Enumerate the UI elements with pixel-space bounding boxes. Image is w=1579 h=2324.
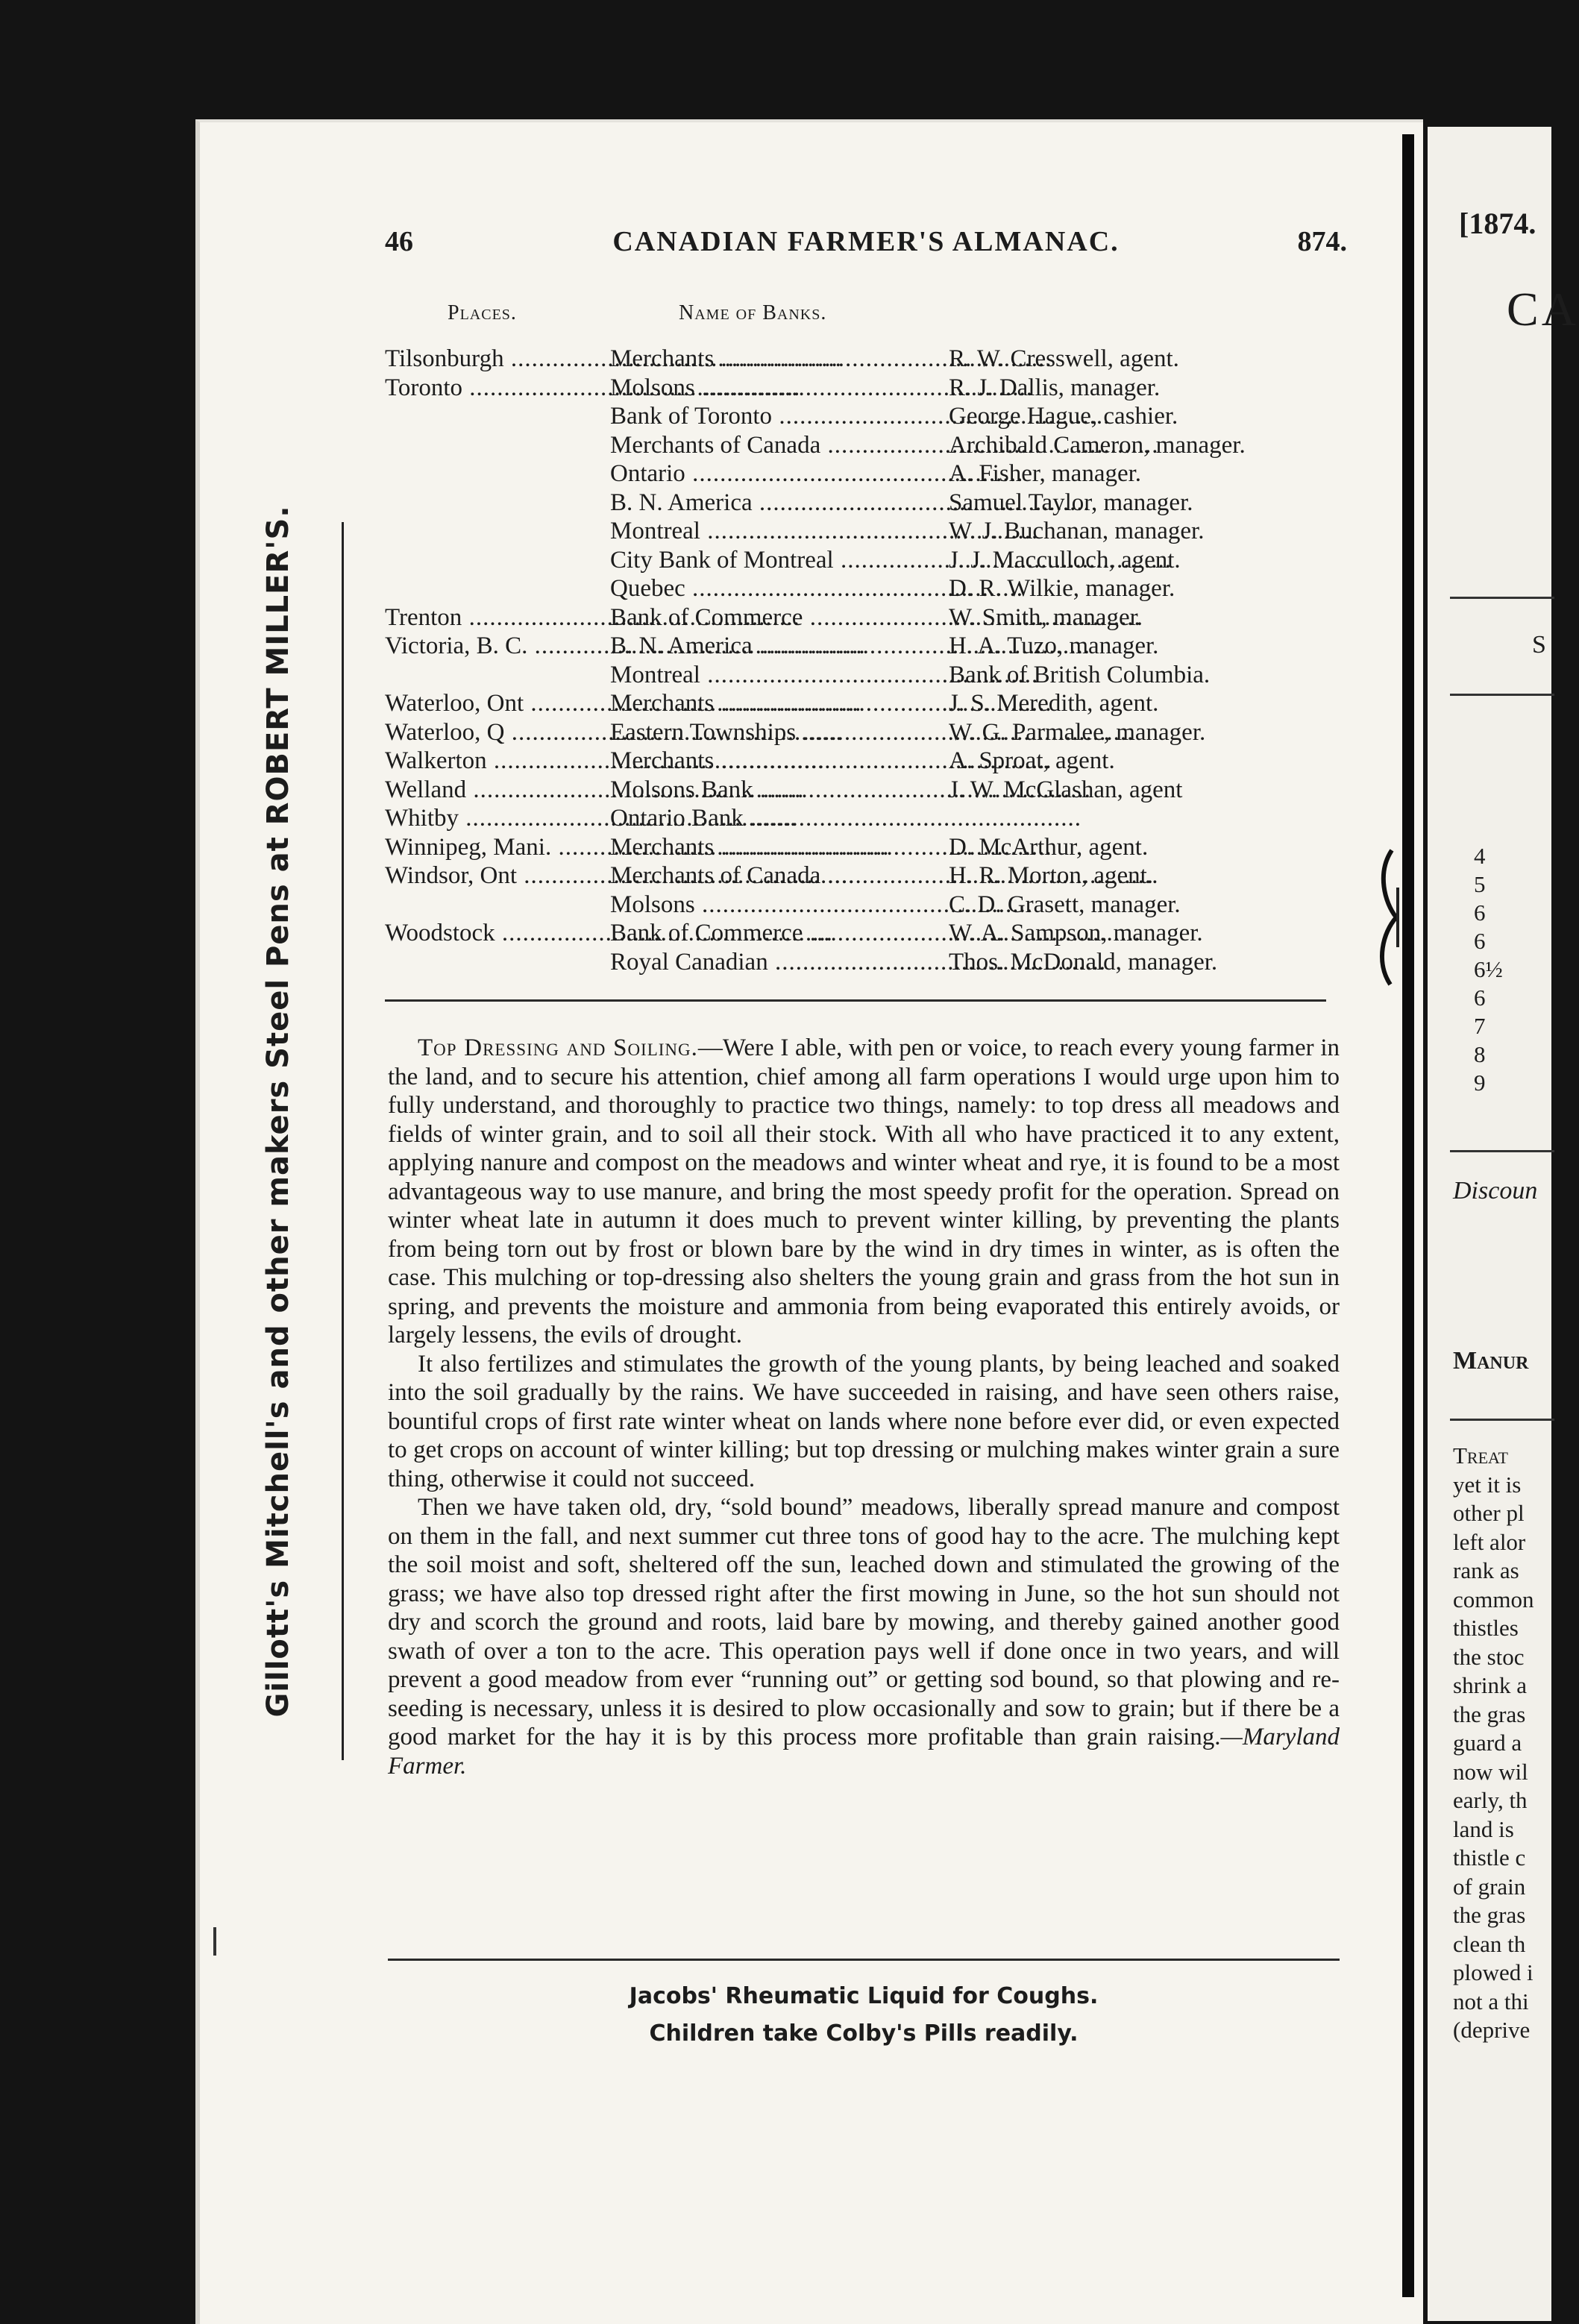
article-lead: Top Dressing and Soiling. xyxy=(418,1034,698,1061)
officer-cell xyxy=(949,747,1115,776)
bank-name-cell-text: Montreal ..... xyxy=(610,662,1038,688)
facing-text-line: clean th xyxy=(1453,1930,1526,1957)
officer-cell-text: Bank of British Columbia. xyxy=(949,661,1211,688)
footer-rule xyxy=(388,1959,1340,1961)
page-number: 46 xyxy=(385,226,413,257)
bank-row xyxy=(385,689,1347,718)
facing-text-line: early, th xyxy=(1453,1787,1528,1813)
facing-text-line: shrink a xyxy=(1453,1672,1528,1698)
place-cell-text: Toronto ..... xyxy=(385,374,800,401)
place-cell xyxy=(385,833,609,862)
column-header-banks: Name of Banks. xyxy=(679,301,827,324)
bank-name-cell xyxy=(610,459,946,489)
bank-row xyxy=(385,517,1347,546)
officer-cell xyxy=(949,402,1178,431)
book-gutter xyxy=(1402,134,1414,2297)
place-cell-text: Waterloo, Ont ..... xyxy=(385,690,861,717)
bank-name-cell xyxy=(610,517,946,546)
bank-name-cell-text: Merchants of Canada ..... xyxy=(610,862,1158,889)
bank-name-cell xyxy=(610,632,946,661)
bank-row xyxy=(385,919,1347,948)
place-cell xyxy=(385,632,609,661)
bank-name-cell-text: Montreal ..... xyxy=(610,518,1038,544)
page-header xyxy=(385,225,1347,270)
officer-cell xyxy=(949,718,1205,747)
officer-cell xyxy=(949,833,1148,862)
bank-row xyxy=(385,546,1347,575)
bank-name-cell-text: Bank of Commerce ..... xyxy=(610,920,1141,946)
bank-row xyxy=(385,861,1347,891)
facing-text-line: the gras xyxy=(1453,1700,1526,1727)
bank-row xyxy=(385,345,1347,374)
officer-cell xyxy=(949,632,1158,661)
article-paragraph-text: —Were I able, with pen or voice, to reach every young farmer in the land, and to secure his attention, chief among all farm operations I would urge upon him to fully understand, and thoroughly to practice two things, namely: to top dress all meadows and fields of winter grain, and to soil all their stock. With all who have practiced it to any extent, applying nanure and compost on the meadows and winter wheat and rye, it is found to be a most advantageous way to use manure, and bring the most speedy profit for the operation. Spread on winter wheat late in autumn it does much to prevent winter killing, by preventing the plants from being torn out by frost or blown bare by the wind in dry times in winter, as is often the case. This mulching or top-dressing also shelters the young grain and grass from the hot sun in spring, and prevents the moisture and ammonia from being evaporated this entirely avoids, or largely lessens, the evils of drought. xyxy=(388,1034,1340,1348)
bank-name-cell-text: Molsons ..... xyxy=(610,374,1033,401)
bank-name-cell-text: Quebec ..... xyxy=(610,575,1023,602)
bank-row xyxy=(385,833,1347,862)
side-ad-rule xyxy=(342,522,344,1760)
officer-cell xyxy=(949,861,1153,891)
officer-cell-text: Archibald Cameron, manager. xyxy=(949,431,1246,459)
officer-cell xyxy=(949,689,1158,718)
place-cell xyxy=(385,747,609,776)
bank-name-cell xyxy=(610,374,946,403)
bank-name-cell-text: Eastern Townships ..... xyxy=(610,719,1134,746)
facing-rule xyxy=(1450,694,1554,696)
officer-cell-text: George Hague, cashier. xyxy=(949,403,1178,430)
officer-cell xyxy=(949,948,1217,977)
bank-name-cell-text: B. N. America ..... xyxy=(610,489,1090,516)
bank-name-cell-text: B. N. America ..... xyxy=(610,632,1090,659)
officer-cell xyxy=(949,431,1246,460)
bank-name-cell xyxy=(610,431,946,460)
facing-text-line: the gras xyxy=(1453,1902,1526,1928)
bank-name-cell xyxy=(610,804,946,833)
bank-row xyxy=(385,747,1347,776)
officer-cell-text: W. Smith, manager. xyxy=(949,603,1143,631)
facing-number: 6 xyxy=(1474,899,1486,926)
facing-text-line: common xyxy=(1453,1586,1534,1612)
article xyxy=(388,1034,1340,1780)
facing-text-line: left alor xyxy=(1453,1528,1526,1555)
place-cell-text: Windsor, Ont ..... xyxy=(385,862,855,889)
officer-cell xyxy=(949,546,1181,575)
officer-cell-text: J. W. McGlashan, agent xyxy=(949,776,1183,803)
place-cell-text: Tilsonburgh ..... xyxy=(385,345,842,372)
facing-number: 9 xyxy=(1474,1070,1486,1096)
officer-cell xyxy=(949,661,1210,690)
officer-cell-text: R. J. Dallis, manager. xyxy=(949,374,1161,401)
bank-name-cell xyxy=(610,345,946,374)
bank-name-cell xyxy=(610,689,946,718)
bank-name-cell-text: Bank of Toronto ..... xyxy=(610,403,1110,430)
place-cell-text: Walkerton ..... xyxy=(385,747,825,774)
bank-row xyxy=(385,459,1347,489)
bank-row xyxy=(385,948,1347,977)
place-cell xyxy=(385,374,609,403)
facing-number: 8 xyxy=(1474,1041,1486,1067)
facing-discount: Discoun xyxy=(1453,1177,1538,1205)
place-cell xyxy=(385,776,609,805)
footer-ad-line: Children take Colby's Pills readily. xyxy=(649,2020,1079,2047)
bank-name-cell-text: Ontario ..... xyxy=(610,460,1023,487)
facing-text-line: other pl xyxy=(1453,1500,1525,1526)
bank-row xyxy=(385,804,1347,833)
column-header-places: Places. xyxy=(448,301,517,324)
bank-row xyxy=(385,632,1347,661)
margin-mark xyxy=(213,1927,216,1956)
article-paragraph: It also fertilizes and stimulates the growth of the young plants, by being leached and soaked into the soil gradually by the rains. We have succeeded in raising, and have seen others raise, bountiful crops of first rate winter wheat on lands where none before ever did, or even expected to get crops on account of winter killing; but top dressing or mulching makes winter grain a sure thing, otherwise it could not succeed. xyxy=(388,1350,1340,1492)
bank-name-cell-text: Royal Canadian ..... xyxy=(610,949,1106,976)
facing-number: 5 xyxy=(1474,871,1486,897)
bank-name-cell-text: Bank of Commerce ..... xyxy=(610,604,1141,631)
officer-cell-text: A. Fisher, manager. xyxy=(949,460,1142,487)
bank-row xyxy=(385,489,1347,518)
place-cell-text: Woodstock ..... xyxy=(385,920,833,946)
facing-number: 6½ xyxy=(1474,956,1503,982)
bank-name-cell-text: Merchants ..... xyxy=(610,834,1052,861)
place-cell xyxy=(385,861,609,891)
bank-name-cell xyxy=(610,747,946,776)
place-cell xyxy=(385,603,609,632)
facing-rule xyxy=(1450,1150,1554,1152)
place-cell-text: Whitby ..... xyxy=(385,805,797,832)
facing-text-line: now wil xyxy=(1453,1758,1528,1785)
facing-page-title: CA xyxy=(1507,283,1579,336)
facing-text-line: land is xyxy=(1453,1815,1514,1842)
facing-text-line: yet it is xyxy=(1453,1471,1522,1498)
header-year: 874. xyxy=(1297,226,1347,257)
bank-row xyxy=(385,661,1347,690)
officer-cell-text: W. A. Sampson, manager. xyxy=(949,920,1203,946)
officer-cell-text: J. J. Macculloch, agent. xyxy=(949,546,1181,574)
bank-row xyxy=(385,718,1347,747)
officer-cell-text: R. W. Cresswell, agent. xyxy=(949,345,1179,372)
facing-page-year: [1874. xyxy=(1459,207,1536,240)
place-cell xyxy=(385,689,609,718)
bank-row xyxy=(385,374,1347,403)
officer-cell-text: H. A. Tuzo, manager. xyxy=(949,632,1159,659)
officer-cell xyxy=(949,345,1179,374)
bank-name-cell-text: Merchants ..... xyxy=(610,747,1052,774)
bank-name-cell xyxy=(610,603,946,632)
bank-name-cell xyxy=(610,574,946,603)
place-cell-text: Waterloo, Q ..... xyxy=(385,719,843,746)
bank-row xyxy=(385,402,1347,431)
bank-name-cell xyxy=(610,833,946,862)
facing-text-line: plowed i xyxy=(1453,1959,1534,1985)
officer-cell xyxy=(949,459,1141,489)
bank-name-cell-text: Merchants ..... xyxy=(610,690,1052,717)
place-cell-text: Trenton ..... xyxy=(385,604,800,631)
bank-name-cell xyxy=(610,718,946,747)
bank-name-cell-text: Molsons Bank ..... xyxy=(610,776,1091,803)
facing-manure-heading: Manur xyxy=(1453,1347,1529,1375)
bank-table xyxy=(385,345,1347,976)
place-cell-text: Welland ..... xyxy=(385,776,804,803)
bank-name-cell xyxy=(610,861,946,891)
officer-cell-text: Samuel Taylor, manager. xyxy=(949,489,1193,516)
place-cell-text: Winnipeg, Mani. ..... xyxy=(385,834,889,861)
place-cell-text: Victoria, B. C. ..... xyxy=(385,632,866,659)
bank-row xyxy=(385,574,1347,603)
officer-cell-text: D. McArthur, agent. xyxy=(949,833,1149,861)
facing-number: 4 xyxy=(1474,843,1486,869)
facing-rule xyxy=(1450,597,1554,599)
side-advertisement: Gillott's Mitchell's and other makers Steel Pens at ROBERT MILLER'S. xyxy=(261,505,295,1718)
bank-row xyxy=(385,431,1347,460)
facing-number: 6 xyxy=(1474,984,1486,1011)
place-cell xyxy=(385,804,609,833)
article-paragraph xyxy=(388,1034,1340,1350)
officer-cell-text: H. R. Morton, agent. xyxy=(949,862,1154,889)
table-rule xyxy=(385,999,1326,1002)
facing-number: 6 xyxy=(1474,928,1486,954)
officer-cell xyxy=(949,919,1203,948)
footer-advertisements xyxy=(388,1978,1340,2053)
bank-name-cell-text: Ontario Bank ..... xyxy=(610,805,1082,832)
bank-name-cell-text: Molsons ..... xyxy=(610,891,1033,918)
facing-text-line: guard a xyxy=(1453,1730,1522,1756)
officer-cell xyxy=(949,776,1182,805)
page-title: CANADIAN FARMER'S ALMANAC. xyxy=(612,226,1120,257)
facing-text-line: thistles xyxy=(1453,1615,1519,1641)
bank-name-cell xyxy=(610,546,946,575)
facing-text-line: (deprive xyxy=(1453,2017,1531,2043)
officer-cell-text: J. S. Meredith, agent. xyxy=(949,690,1159,717)
bank-name-cell xyxy=(610,891,946,920)
facing-text-line: rank as xyxy=(1453,1557,1519,1583)
officer-cell-text: W. J. Buchanan, manager. xyxy=(949,518,1205,544)
bank-name-cell xyxy=(610,948,946,977)
bank-name-cell-text: Merchants of Canada ..... xyxy=(610,432,1158,459)
facing-text-line: the stoc xyxy=(1453,1643,1525,1670)
bank-name-cell-text: City Bank of Montreal ..... xyxy=(610,547,1172,574)
officer-cell xyxy=(949,574,1175,603)
bank-row xyxy=(385,891,1347,920)
bank-row xyxy=(385,603,1347,632)
facing-text-line: thistle c xyxy=(1453,1844,1526,1871)
officer-cell xyxy=(949,374,1160,403)
facing-text-line: Treat xyxy=(1453,1442,1508,1469)
officer-cell-text: D. R. Wilkie, manager. xyxy=(949,575,1175,602)
bank-name-cell xyxy=(610,402,946,431)
facing-heading: S xyxy=(1532,631,1546,659)
bank-row xyxy=(385,776,1347,805)
bank-name-cell xyxy=(610,489,946,518)
officer-cell-text: A. Sproat, agent. xyxy=(949,747,1115,774)
place-cell xyxy=(385,718,609,747)
officer-cell xyxy=(949,603,1143,632)
officer-cell-text: Thos. McDonald, manager. xyxy=(949,948,1218,976)
facing-number: 7 xyxy=(1474,1013,1486,1039)
article-paragraph xyxy=(388,1493,1340,1780)
facing-page xyxy=(1428,127,1579,2321)
facing-rule xyxy=(1450,1419,1554,1421)
officer-cell xyxy=(949,489,1193,518)
place-cell xyxy=(385,919,609,948)
officer-cell xyxy=(949,517,1204,546)
facing-text-line: not a thi xyxy=(1453,1988,1529,2014)
facing-text-line: of grain xyxy=(1453,1873,1526,1900)
footer-ad-line: Jacobs' Rheumatic Liquid for Coughs. xyxy=(629,1983,1099,2009)
article-source: —Maryland Farmer. xyxy=(388,1724,1340,1780)
bank-name-cell xyxy=(610,776,946,805)
bank-name-cell xyxy=(610,661,946,690)
officer-cell xyxy=(949,891,1181,920)
article-paragraph-text: Then we have taken old, dry, “sold bound” meadows, liberally spread manure and compost on them in the fall, and next summer cut three tons of good hay to the acre. The mulching kept the soil moist and soft, sheltered off the sun, leached down and stimulated the growing of the grass; we have also top dressed right after the first mowing in June, so the hot sun should not dry and scorch the ground and roots, laid bare by mowing, and thereby gained another good swath of over a ton to the acre. This operation pays well if done once in two years, and will prevent a good meadow from ever “running out” or getting sod bound, so that plowing and re-seeding is necessary, unless it is desired to plow occasionally and sow to grain; but if there be a good market for the hay it is by this process more profitable than grain raising. xyxy=(388,1494,1340,1750)
officer-cell-text: W. G. Parmalee, manager. xyxy=(949,718,1206,746)
place-cell xyxy=(385,345,609,374)
bank-name-cell-text: Merchants ..... xyxy=(610,345,1052,372)
officer-cell-text: C. D. Grasett, manager. xyxy=(949,891,1181,918)
bank-name-cell xyxy=(610,919,946,948)
binder-clip-icon xyxy=(1369,843,1402,992)
